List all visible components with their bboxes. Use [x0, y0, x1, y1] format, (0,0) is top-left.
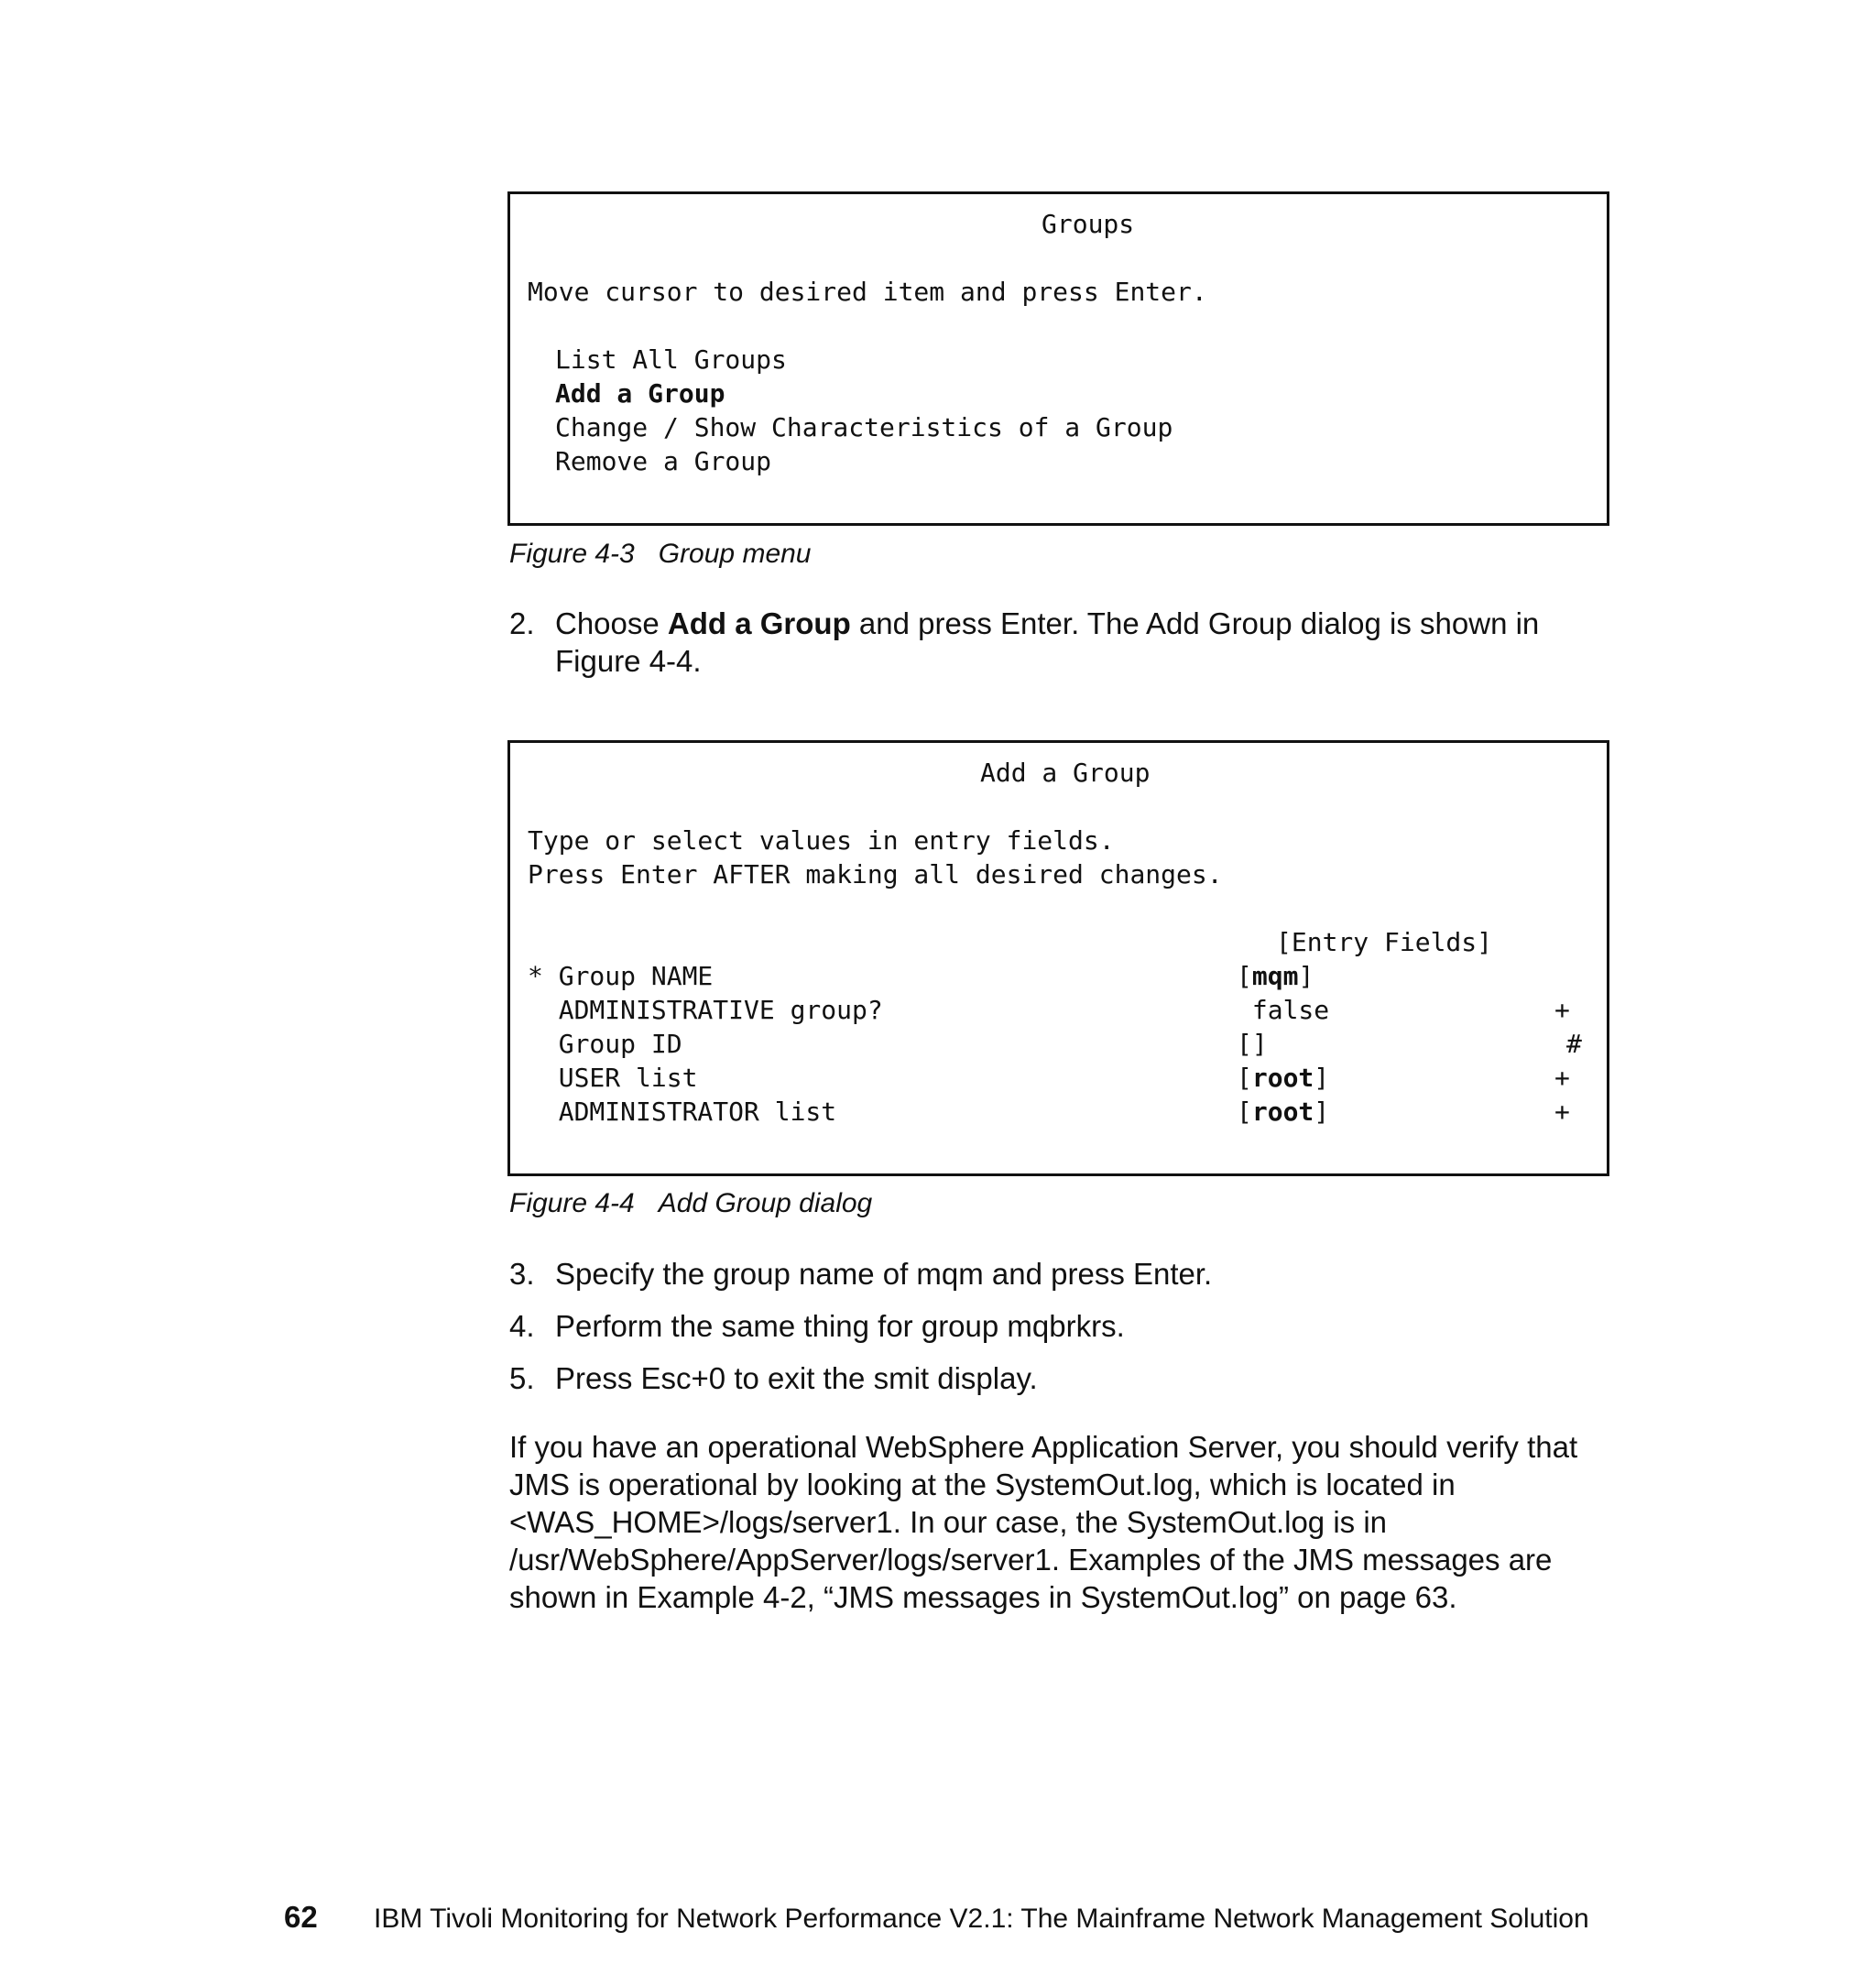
figure-4-3-caption [509, 539, 812, 570]
step-text: Specify the group name of mqm and press Enter. [555, 1257, 1213, 1291]
step-4 [509, 1307, 1618, 1345]
step-text: Press Esc+0 to exit the smit display. [555, 1361, 1038, 1395]
field-label-administrator-list: ADMINISTRATOR list [528, 1097, 837, 1127]
paragraph-line: /usr/WebSphere/AppServer/logs/server1. Examples of the JMS messages are [509, 1543, 1553, 1577]
step-number: 4. [509, 1309, 535, 1343]
paragraph-line: JMS is operational by looking at the SystemOut.log, which is located in [509, 1468, 1456, 1501]
step-5 [509, 1359, 1618, 1397]
paragraph-line: shown in Example 4-2, “JMS messages in SystemOut.log” on page 63. [509, 1580, 1457, 1614]
book-title: IBM Tivoli Monitoring for Network Performance V2.1: The Mainframe Network Management Solution [374, 1904, 1589, 1934]
entry-fields-header: [Entry Fields] [1276, 927, 1493, 957]
step-2 [509, 605, 1618, 680]
field-label-group-name: * Group NAME [528, 961, 714, 991]
step-number: 3. [509, 1257, 535, 1291]
step-text-pre: Choose [555, 606, 668, 640]
caption-text: Group menu [658, 539, 812, 569]
menu-item-change-show-group: Change / Show Characteristics of a Group [555, 412, 1173, 442]
step-number: 2. [509, 606, 535, 640]
group-menu-screen [507, 191, 1609, 526]
field-value-administrative-group: false [1251, 995, 1330, 1025]
caption-label: Figure 4-3 [509, 539, 635, 569]
menu-item-add-a-group: Add a Group [555, 378, 725, 409]
field-label-group-id: Group ID [528, 1029, 682, 1059]
step-3 [509, 1255, 1618, 1293]
field-value-group-id: [] [1237, 1029, 1268, 1059]
dialog-title: Add a Group [980, 758, 1151, 788]
field-label-user-list: USER list [528, 1063, 698, 1093]
caption-label: Figure 4-4 [509, 1188, 635, 1218]
step-number: 5. [509, 1361, 535, 1395]
field-marker-list: + [1554, 995, 1570, 1025]
dialog-instruction-2: Press Enter AFTER making all desired changes. [528, 859, 1223, 889]
step-text-line2: Figure 4-4. [555, 644, 702, 678]
field-value-group-name: [mqm] [1237, 961, 1314, 991]
dialog-instruction-1: Type or select values in entry fields. [528, 825, 1115, 856]
figure-4-4-caption [509, 1188, 872, 1219]
step-text-post: and press Enter. The Add Group dialog is shown in [850, 606, 1540, 640]
add-group-dialog-screen [507, 740, 1609, 1176]
body-paragraph [509, 1428, 1636, 1616]
screen-instruction: Move cursor to desired item and press Enter. [528, 277, 1207, 307]
field-marker-numeric: # [1566, 1029, 1582, 1059]
step-text: Perform the same thing for group mqbrkrs. [555, 1309, 1125, 1343]
field-value-administrator-list: [root] [1237, 1097, 1330, 1127]
field-value-user-list: [root] [1237, 1063, 1330, 1093]
field-label-administrative-group: ADMINISTRATIVE group? [528, 995, 883, 1025]
step-text [555, 605, 1539, 642]
menu-item-list-all-groups: List All Groups [555, 344, 787, 375]
caption-text: Add Group dialog [658, 1188, 873, 1218]
step-text-bold: Add a Group [667, 606, 851, 640]
paragraph-line: If you have an operational WebSphere Application Server, you should verify that [509, 1430, 1578, 1464]
menu-item-remove-a-group: Remove a Group [555, 446, 772, 476]
screen-title: Groups [1042, 209, 1135, 239]
paragraph-line: <WAS_HOME>/logs/server1. In our case, the SystemOut.log is in [509, 1505, 1387, 1539]
field-marker-list: + [1554, 1097, 1570, 1127]
field-marker-list: + [1554, 1063, 1570, 1093]
page-number: 62 [284, 1900, 318, 1934]
